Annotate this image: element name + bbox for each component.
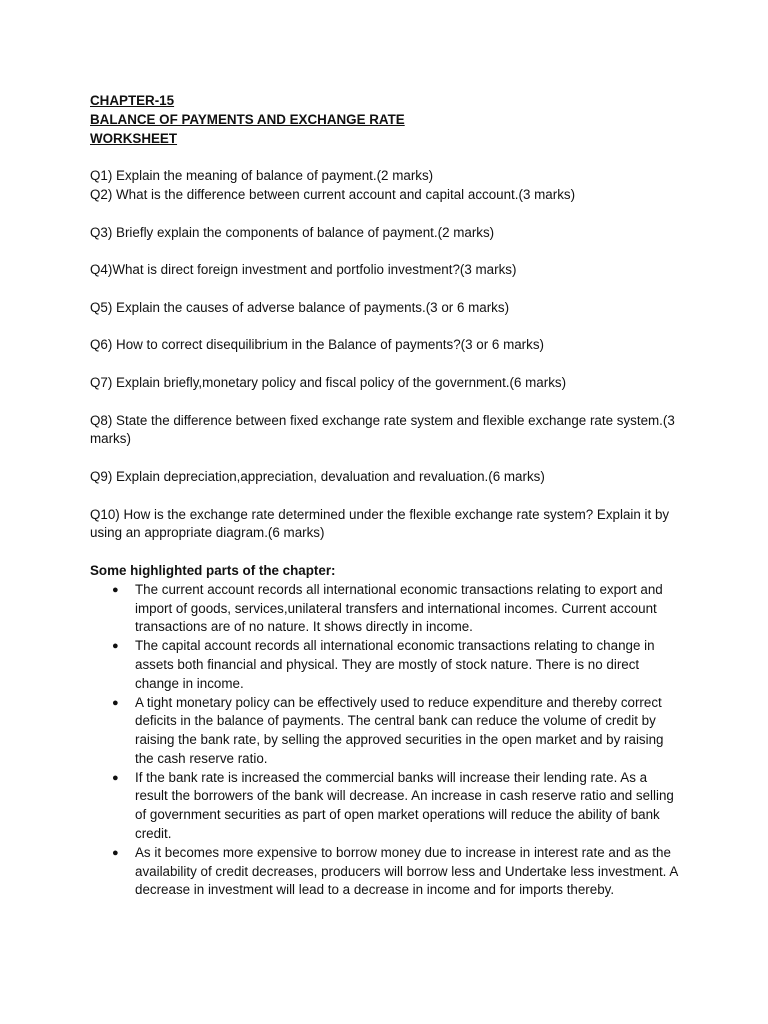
question-6: Q6) How to correct disequilibrium in the Balance of payments?(3 or 6 marks) xyxy=(90,337,544,353)
bullet-icon: ● xyxy=(112,696,119,709)
chapter-title: BALANCE OF PAYMENTS AND EXCHANGE RATE xyxy=(90,111,405,127)
bullet-icon: ● xyxy=(112,771,119,784)
spacer xyxy=(90,393,680,412)
spacer xyxy=(90,543,680,562)
bullet-icon: ● xyxy=(112,640,119,653)
list-item xyxy=(90,581,680,637)
question-2: Q2) What is the difference between current account and capital account.(3 marks) xyxy=(90,186,576,202)
spacer xyxy=(90,242,680,261)
list-item-text: If the bank rate is increased the commercial banks will increase their lending rate. As a result the borrowers of the bank will decrease. An increase in cash reserve ratio and selling of government securities as part of open market operations will reduce the ability of bank credit. xyxy=(135,769,674,842)
highlights-list xyxy=(90,581,680,901)
question-5: Q5) Explain the causes of adverse balance of payments.(3 or 6 marks) xyxy=(90,299,510,315)
question-3: Q3) Briefly explain the components of balance of payment.(2 marks) xyxy=(90,224,495,240)
spacer xyxy=(90,487,680,506)
spacer xyxy=(90,355,680,374)
list-item xyxy=(90,694,680,769)
worksheet-label: WORKSHEET xyxy=(90,130,178,146)
spacer xyxy=(90,449,680,468)
bullet-icon: ● xyxy=(112,846,119,859)
spacer xyxy=(90,205,680,224)
question-7: Q7) Explain briefly,monetary policy and fiscal policy of the government.(6 marks) xyxy=(90,374,567,390)
list-item-text: A tight monetary policy can be effectively used to reduce expenditure and thereby correct deficits in the balance of payments. The central bank can reduce the volume of credit by raising the bank rate, by selling the approved securities in the open market and by raising the cash reserve ratio. xyxy=(135,694,664,766)
question-9: Q9) Explain depreciation,appreciation, devaluation and revaluation.(6 marks) xyxy=(90,468,545,484)
spacer xyxy=(90,280,680,299)
list-item xyxy=(90,844,680,900)
highlights-heading: Some highlighted parts of the chapter: xyxy=(90,562,336,578)
document-body xyxy=(90,92,680,900)
bullet-icon: ● xyxy=(112,583,119,596)
list-item xyxy=(90,637,680,693)
question-1: Q1) Explain the meaning of balance of payment.(2 marks) xyxy=(90,168,434,184)
question-8: Q8) State the difference between fixed exchange rate system and flexible exchange rate system.(3 marks) xyxy=(90,412,675,447)
spacer xyxy=(90,148,680,167)
question-4: Q4)What is direct foreign investment and portfolio investment?(3 marks) xyxy=(90,262,517,278)
list-item-text: As it becomes more expensive to borrow money due to increase in interest rate and as the availability of credit decreases, producers will borrow less and Undertake less investment. A decrease in investment will lead to a decrease in income and for imports thereby. xyxy=(135,844,678,898)
list-item xyxy=(90,769,680,844)
list-item-text: The capital account records all international economic transactions relating to change in assets both financial and physical. They are mostly of stock nature. There is no direct change in income. xyxy=(135,638,655,691)
spacer xyxy=(90,318,680,337)
list-item-text: The current account records all international economic transactions relating to export and import of goods, services,unilateral transfers and international incomes. Current account transactions are of no nature. It shows directly in income. xyxy=(135,581,663,635)
chapter-number: CHAPTER-15 xyxy=(90,93,175,108)
question-10: Q10) How is the exchange rate determined under the flexible exchange rate system? Explain it by using an appropriate diagram.(6 marks) xyxy=(90,506,670,541)
